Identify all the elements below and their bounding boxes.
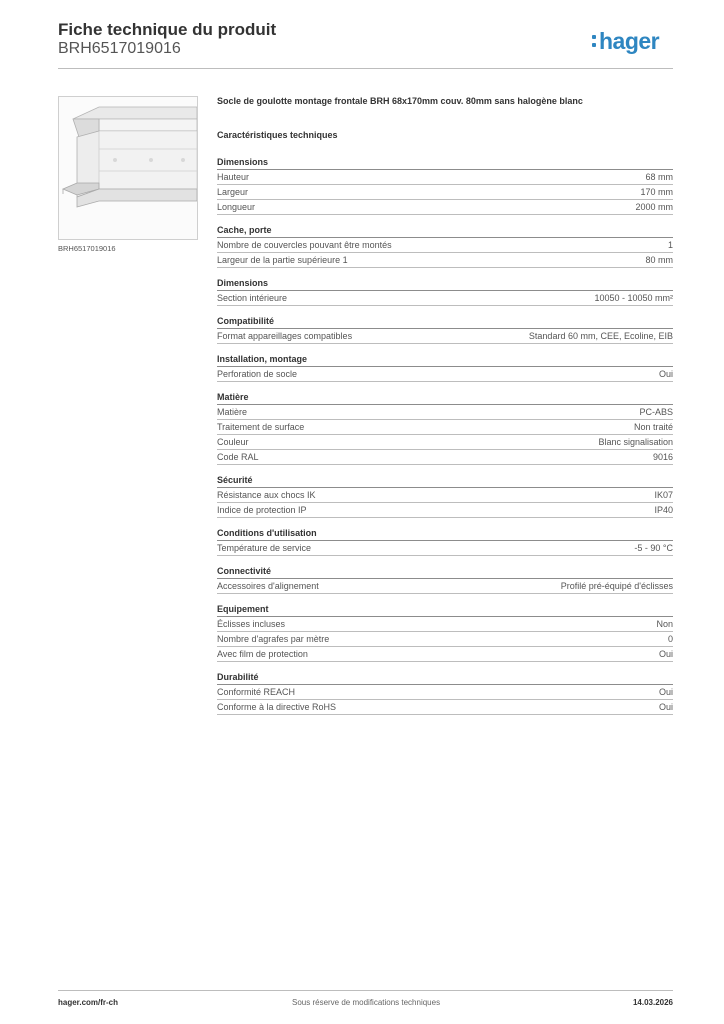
section-title: Sécurité [217, 474, 673, 488]
spec-value: 80 mm [645, 255, 673, 265]
spec-row [217, 291, 673, 306]
footer-disclaimer: Sous réserve de modifications techniques [292, 998, 441, 1007]
section-installation [217, 353, 673, 382]
spec-label: Accessoires d'alignement [217, 581, 319, 591]
spec-label: Code RAL [217, 452, 259, 462]
header-divider [58, 68, 673, 69]
section-durabilite [217, 671, 673, 715]
spec-label: Longueur [217, 202, 256, 212]
spec-value: IK07 [654, 490, 673, 500]
spec-label: Largeur [217, 187, 249, 197]
spec-label: Nombre de couvercles pouvant être montés [217, 240, 392, 250]
spec-row [217, 405, 673, 420]
spec-row [217, 367, 673, 382]
section-title: Compatibilité [217, 315, 673, 329]
spec-row [217, 420, 673, 435]
section-dimensions [217, 156, 673, 215]
spec-value: Oui [658, 687, 673, 697]
spec-value: 170 mm [640, 187, 673, 197]
spec-row [217, 200, 673, 215]
footer-website-link[interactable]: hager.com/fr-ch [58, 998, 119, 1007]
spec-value: -5 - 90 °C [634, 543, 673, 553]
spec-value: IP40 [654, 505, 673, 515]
hager-logo [592, 28, 674, 56]
section-equipement [217, 603, 673, 662]
section-connectivite [217, 565, 673, 594]
section-conditions [217, 527, 673, 556]
section-title: Matière [217, 391, 673, 405]
section-title: Durabilité [217, 671, 673, 685]
spec-label: Matière [217, 407, 248, 417]
spec-row [217, 253, 673, 268]
page-title: Fiche technique du produit [58, 20, 277, 39]
section-compatibilite [217, 315, 673, 344]
spec-label: Nombre d'agrafes par mètre [217, 634, 330, 644]
section-dimensions-2 [217, 277, 673, 306]
spec-value: Standard 60 mm, CEE, Ecoline, EIB [528, 331, 673, 341]
product-image [58, 96, 198, 240]
section-title: Equipement [217, 603, 673, 617]
specs-heading: Caractéristiques techniques [217, 130, 338, 140]
spec-row [217, 632, 673, 647]
cable-trunking-icon [59, 97, 197, 239]
section-title: Connectivité [217, 565, 673, 579]
spec-row [217, 700, 673, 715]
spec-label: Température de service [217, 543, 312, 553]
spec-label: Conformité REACH [217, 687, 296, 697]
spec-label: Éclisses incluses [217, 619, 286, 629]
product-reference: BRH6517019016 [58, 40, 181, 57]
spec-label: Couleur [217, 437, 249, 447]
section-title: Conditions d'utilisation [217, 527, 673, 541]
spec-label: Format appareillages compatibles [217, 331, 353, 341]
logo-dots-icon [592, 35, 597, 51]
spec-value: 0 [667, 634, 673, 644]
spec-value: 2000 mm [635, 202, 673, 212]
spec-value: Non [656, 619, 673, 629]
image-caption: BRH6517019016 [58, 244, 116, 253]
spec-row [217, 170, 673, 185]
spec-value: 9016 [652, 452, 673, 462]
footer-divider [58, 990, 673, 991]
spec-row [217, 503, 673, 518]
spec-value: Non traité [633, 422, 673, 432]
spec-label: Conforme à la directive RoHS [217, 702, 337, 712]
spec-row [217, 579, 673, 594]
logo-text: hager [599, 28, 660, 54]
spec-value: Blanc signalisation [598, 437, 673, 447]
spec-sections [217, 156, 673, 724]
spec-row [217, 450, 673, 465]
spec-value: PC-ABS [639, 407, 673, 417]
spec-label: Largeur de la partie supérieure 1 [217, 255, 348, 265]
spec-row [217, 435, 673, 450]
section-title: Cache, porte [217, 224, 673, 238]
spec-value: 10050 - 10050 mm² [594, 293, 673, 303]
section-title: Dimensions [217, 156, 673, 170]
spec-value: Oui [658, 369, 673, 379]
product-description: Socle de goulotte montage frontale BRH 68x170mm couv. 80mm sans halogène blanc [217, 96, 583, 106]
spec-label: Résistance aux chocs IK [217, 490, 316, 500]
section-matiere [217, 391, 673, 465]
spec-value: Oui [658, 649, 673, 659]
section-cache-porte [217, 224, 673, 268]
spec-row [217, 617, 673, 632]
spec-row [217, 238, 673, 253]
spec-label: Perforation de socle [217, 369, 298, 379]
spec-value: 1 [667, 240, 673, 250]
section-securite [217, 474, 673, 518]
spec-label: Section intérieure [217, 293, 288, 303]
spec-row [217, 685, 673, 700]
section-title: Dimensions [217, 277, 673, 291]
spec-label: Hauteur [217, 172, 250, 182]
spec-row [217, 185, 673, 200]
spec-label: Indice de protection IP [217, 505, 307, 515]
footer-date: 14.03.2026 [632, 998, 673, 1007]
spec-value: Oui [658, 702, 673, 712]
spec-value: Profilé pré-équipé d'éclisses [560, 581, 673, 591]
spec-value: 68 mm [645, 172, 673, 182]
spec-label: Traitement de surface [217, 422, 305, 432]
spec-row [217, 647, 673, 662]
spec-row [217, 488, 673, 503]
spec-row [217, 329, 673, 344]
spec-row [217, 541, 673, 556]
spec-label: Avec film de protection [217, 649, 308, 659]
section-title: Installation, montage [217, 353, 673, 367]
